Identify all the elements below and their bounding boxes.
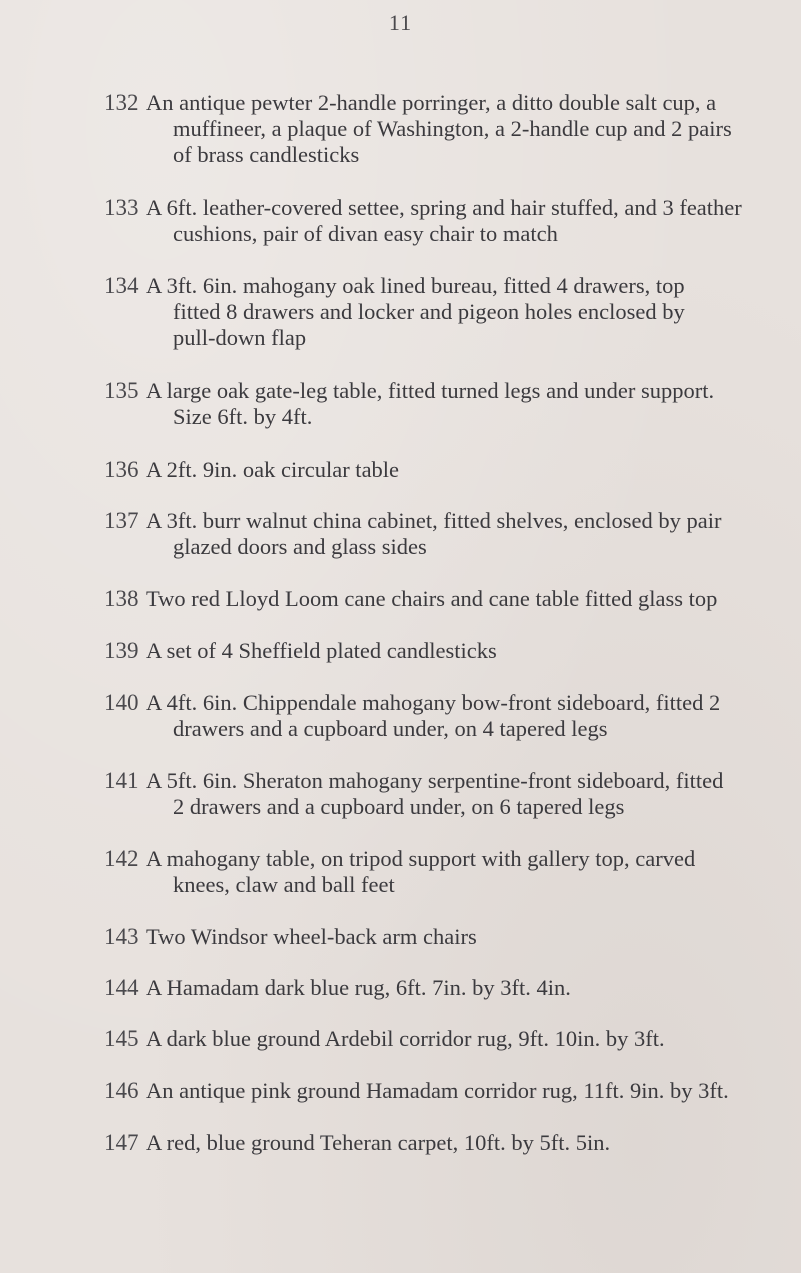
lot-description-line: cushions, pair of divan easy chair to match <box>173 221 558 246</box>
lot-description-line: of brass candlesticks <box>173 142 360 167</box>
lot-description-line: pull-down flap <box>173 325 307 350</box>
lot-number: 137 <box>104 508 139 533</box>
lot-description-line: knees, claw and ball feet <box>173 872 395 897</box>
lot-description <box>146 924 786 950</box>
lot-description <box>146 457 786 483</box>
lot-description <box>146 1130 786 1156</box>
lot-description-line: drawers and a cupboard under, on 4 tapered legs <box>173 716 608 741</box>
lot-number: 136 <box>104 457 139 482</box>
lot-description-line: Two Windsor wheel-back arm chairs <box>146 924 477 949</box>
lot-description-line: An antique pewter 2-handle porringer, a ditto double salt cup, a <box>146 90 717 115</box>
page-number: 11 <box>388 10 413 35</box>
lot-description <box>146 378 786 430</box>
lot-description <box>146 586 786 612</box>
lot-description-line: muffineer, a plaque of Washington, a 2-handle cup and 2 pairs <box>173 116 732 141</box>
lot-number: 147 <box>104 1130 139 1155</box>
lot-description-line: 2 drawers and a cupboard under, on 6 tapered legs <box>173 794 625 819</box>
lot-description <box>146 846 786 898</box>
lot-description-line: A Hamadam dark blue rug, 6ft. 7in. by 3ft. 4in. <box>146 975 571 1000</box>
lot-number: 133 <box>104 195 139 220</box>
lot-number: 143 <box>104 924 139 949</box>
lot-number: 142 <box>104 846 139 871</box>
lot-description <box>146 690 786 742</box>
lot-number: 140 <box>104 690 139 715</box>
lot-description <box>146 768 786 820</box>
lot-description-line: A 4ft. 6in. Chippendale mahogany bow-front sideboard, fitted 2 <box>146 690 721 715</box>
lot-description-line: A large oak gate-leg table, fitted turned legs and under support. <box>146 378 715 403</box>
lot-description-line: A dark blue ground Ardebil corridor rug, 9ft. 10in. by 3ft. <box>146 1026 665 1051</box>
lot-description <box>146 975 786 1001</box>
lot-description-line: An antique pink ground Hamadam corridor rug, 11ft. 9in. by 3ft. <box>146 1078 729 1103</box>
lot-description-line: fitted 8 drawers and locker and pigeon holes enclosed by <box>173 299 685 324</box>
lot-number: 139 <box>104 638 139 663</box>
lot-description <box>146 638 786 664</box>
lot-description <box>146 90 786 168</box>
lot-description-line: A red, blue ground Teheran carpet, 10ft. by 5ft. 5in. <box>146 1130 611 1155</box>
lot-description-line: Size 6ft. by 4ft. <box>173 404 313 429</box>
lot-description-line: Two red Lloyd Loom cane chairs and cane table fitted glass top <box>146 586 718 611</box>
lot-number: 141 <box>104 768 139 793</box>
lot-description <box>146 1026 786 1052</box>
lot-description-line: A mahogany table, on tripod support with gallery top, carved <box>146 846 696 871</box>
lot-description-line: glazed doors and glass sides <box>173 534 427 559</box>
lot-description-line: A set of 4 Sheffield plated candlesticks <box>146 638 497 663</box>
lot-description <box>146 195 786 247</box>
lot-description <box>146 508 786 560</box>
lot-number: 144 <box>104 975 139 1000</box>
lot-description-line: A 3ft. burr walnut china cabinet, fitted shelves, enclosed by pair <box>146 508 722 533</box>
lot-number: 135 <box>104 378 139 403</box>
lot-description-line: A 3ft. 6in. mahogany oak lined bureau, fitted 4 drawers, top <box>146 273 685 298</box>
lot-description-line: A 2ft. 9in. oak circular table <box>146 457 400 482</box>
lot-description-line: A 6ft. leather-covered settee, spring and hair stuffed, and 3 feather <box>146 195 742 220</box>
lot-number: 145 <box>104 1026 139 1051</box>
lot-number: 134 <box>104 273 139 298</box>
lot-number: 146 <box>104 1078 139 1103</box>
lot-number: 132 <box>104 90 139 115</box>
lot-number: 138 <box>104 586 139 611</box>
lot-description-line: A 5ft. 6in. Sheraton mahogany serpentine-front sideboard, fitted <box>146 768 724 793</box>
lot-description <box>146 1078 786 1104</box>
lot-description <box>146 273 786 351</box>
